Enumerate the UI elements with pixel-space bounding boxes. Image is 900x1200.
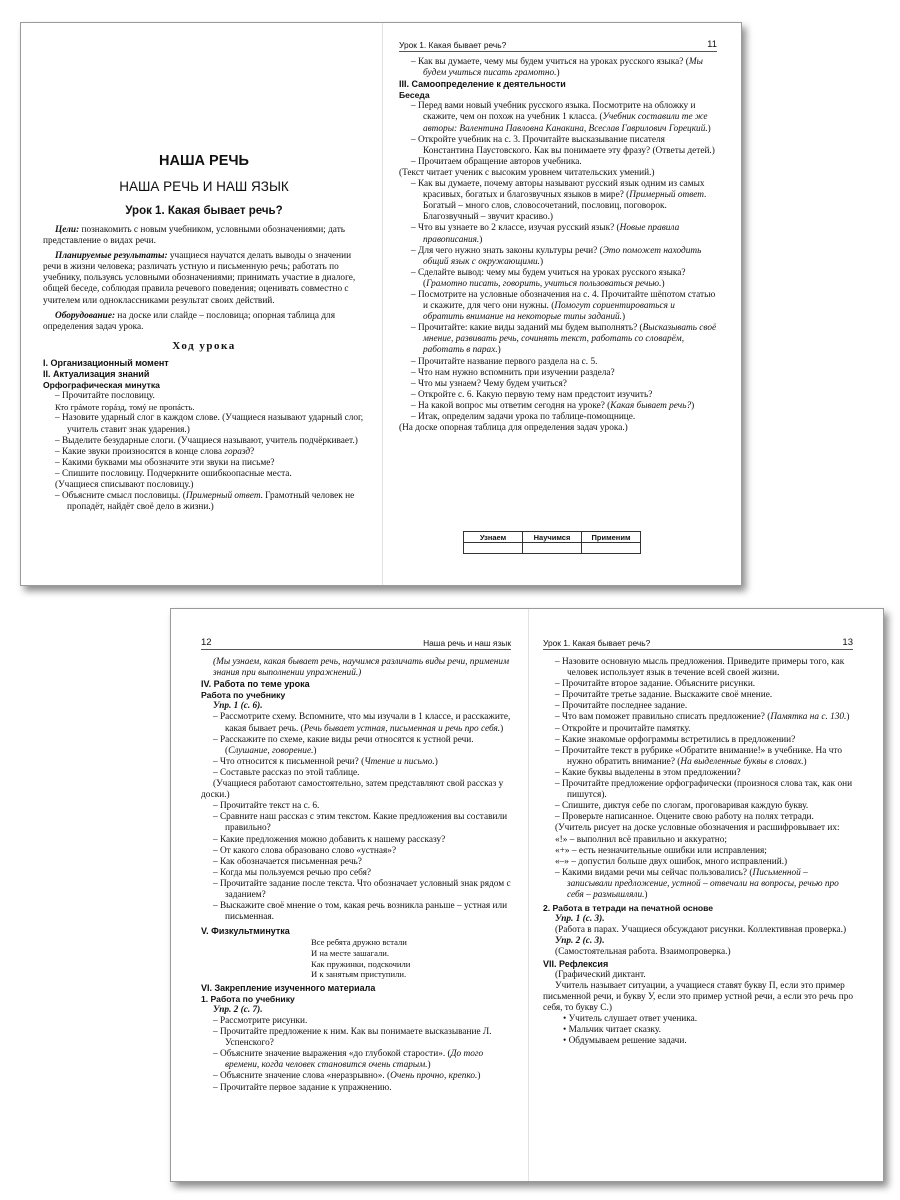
stage-6-heading: VI. Закрепление изученного материала xyxy=(201,982,376,993)
list-item: – Когда мы пользуемся речью про себя? xyxy=(213,867,372,878)
list-item: – Какие предложения можно добавить к нашему рассказу? xyxy=(213,834,446,845)
page-12 xyxy=(201,609,511,1181)
list-item: – Перед вами новый учебник русского языка. Посмотрите на обложку и скажите, чем он похож на учебник 1 класса. (Учебник составили те же авторы: Валентина Павловна Канакина, Всеслав Гаврилович Горецкий.) xyxy=(411,101,711,134)
paragraph: (Мы узнаем, какая бывает речь, научимся различать виды речи, применим знания при выполнении упражнений.) xyxy=(213,657,509,679)
list-item: – Назовите ударный слог в каждом слове. (Учащиеся называют ударный слог, учитель ставит знак ударения.) xyxy=(55,413,364,435)
goals-label: Цели: xyxy=(55,225,80,235)
table-header-cell: Научимся xyxy=(523,532,582,543)
stage-5-heading: V. Физкультминутка xyxy=(201,926,290,937)
paragraph: (Учащиеся работают самостоятельно, затем представляют свой рассказ у доски.) xyxy=(201,779,504,801)
table-header-cell: Узнаем xyxy=(464,532,523,543)
list-item: – Прочитайте первое задание к упражнению. xyxy=(213,1082,392,1093)
list-item: – Прочитайте последнее задание. xyxy=(555,701,688,712)
list-item: – Что относится к письменной речи? (Чтение и письмо.) xyxy=(213,756,438,767)
running-title: Урок 1. Какая бывает речь? xyxy=(543,638,651,648)
running-title: Урок 1. Какая бывает речь? xyxy=(399,40,507,50)
list-item: – Прочитайте текст на с. 6. xyxy=(213,801,320,812)
list-item: – Как вы думаете, чему мы будем учиться на уроках русского языка? (Мы будем учиться писать грамотно.) xyxy=(411,57,703,79)
table-row xyxy=(464,532,641,543)
list-item: – Рассмотрите рисунки. xyxy=(213,1016,308,1026)
list-item: – Объясните смысл пословицы. (Примерный ответ. Грамотный человек не пропадёт, найдёт своё дело в жизни.) xyxy=(55,491,355,513)
list-item: – Посмотрите на условные обозначения на с. 4. Прочитайте шёпотом статью и скажите, для чего они нужны. (Помогут сориентироваться и обратить внимание на некоторые типы заданий.) xyxy=(411,289,716,323)
list-item: – Какими буквами мы обозначите эти звуки на письме? xyxy=(55,457,275,468)
list-item: – Какими видами речи мы сейчас пользовались? (Письменной – записывали предложение, устной – отвечали на вопросы, речью про себя – размышляли.) xyxy=(555,867,839,900)
page-11-body xyxy=(399,57,717,434)
list-item: – Прочитайте предложение орфографически (произнося слова так, как они пишутся). xyxy=(555,779,853,801)
poem-line: И на месте зашагали. xyxy=(311,947,390,958)
goals-text: познакомить с новым учебником, условными обозначениями; дать представление о видах речи. xyxy=(43,225,345,247)
bullet-item: • Обдумываем решение задачи. xyxy=(563,1036,687,1047)
running-header xyxy=(399,39,717,52)
equipment-text: на доске или слайде – пословица; опорная таблица для определения задач урока. xyxy=(43,310,335,332)
list-item: – Прочитайте название первого раздела на с. 5. xyxy=(411,356,598,367)
list-item: – Как обозначается письменная речь? xyxy=(213,856,362,867)
list-item: – Выскажите своё мнение о том, какая речь возникла раньше – устная или письменная. xyxy=(213,901,508,923)
subheading: 1. Работа по учебнику xyxy=(201,993,295,1004)
list-item: – На какой вопрос мы ответим сегодня на уроке? (Какая бывает речь?) xyxy=(411,400,695,411)
list-item: – Объясните значение выражения «до глубокой старости». (До того времени, когда человек становится очень старым.) xyxy=(213,1049,484,1071)
paragraph: (Самостоятельная работа. Взаимопроверка.) xyxy=(555,947,731,958)
stage-4-heading: IV. Работа по теме урока xyxy=(201,679,310,690)
table-header-cell: Применим xyxy=(582,532,641,543)
course-heading: Ход урока xyxy=(172,339,236,352)
list-item: – Назовите основную мысль предложения. Приведите примеры того, как человек использует язык в течение всей своей жизни. xyxy=(555,657,845,679)
page-11 xyxy=(399,23,717,585)
results-text: учащиеся научатся делать выводы о значении речи в жизни человека; различать устную и письменную речь; работать по учебнику, пользуясь условными обозначениями; принимать участие в диалоге, общей беседе, соблюдая правила речевого поведения; оценивать совместно с учителем или одноклассниками результат своих действий. xyxy=(43,251,356,306)
list-item: – Как вы думаете, почему авторы называют русский язык одним из самых красивых, богатых и благозвучных языков в мире? (Примерный ответ. Богатый – много слов, словосочетаний, пословиц, поговорок. Благозвучный – звучит красиво.) xyxy=(411,179,707,223)
page-13-body xyxy=(543,657,853,1047)
conversation-heading: Беседа xyxy=(399,90,430,101)
table-cell xyxy=(464,543,523,554)
list-item: – Выделите безударные слоги. (Учащиеся называют, учитель подчёркивает.) xyxy=(55,435,358,446)
bullet-icon: • xyxy=(563,1025,569,1036)
poem-line: Как пружинки, подскочили xyxy=(311,958,411,969)
page-13 xyxy=(543,609,853,1181)
paragraph: Учитель называет ситуации, а учащиеся ставят букву П, если это пример письменной речи, и букву У, если это пример устной речи, а если это речь про себя, то букву С.) xyxy=(543,980,854,1013)
book-spread-bottom xyxy=(170,608,884,1182)
section-title: НАША РЕЧЬ И НАШ ЯЗЫК xyxy=(119,179,289,194)
list-item: – Для чего нужно знать законы культуры речи? (Это поможет находить общий язык с окружающими.) xyxy=(411,245,702,267)
bullet-item: • Учитель слушает ответ ученика. xyxy=(563,1014,698,1024)
list-item: – Сделайте вывод: чему мы будем учиться на уроках русского языка? (Грамотно писать, говорить, учиться пользоваться речью.) xyxy=(411,267,686,289)
legend-item: «–» – допустил больше двух ошибок, много исправлений.) xyxy=(555,856,788,867)
paragraph: (Работа в парах. Учащиеся обсуждают рисунки. Коллективная проверка.) xyxy=(555,925,847,936)
list-item: – Спишите, диктуя себе по слогам, проговаривая каждую букву. xyxy=(555,801,809,812)
running-title: Наша речь и наш язык xyxy=(423,638,511,648)
lesson-title: Урок 1. Какая бывает речь? xyxy=(125,205,283,217)
list-item: – Что вы узнаете во 2 классе, изучая русский язык? (Новые правила правописания.) xyxy=(411,223,680,245)
page-number: 13 xyxy=(842,637,853,648)
list-item: – Прочитайте: какие виды заданий мы будем выполнять? (Высказывать своё мнение, развивать речь, сочинять текст, работать со словарём, работать в парах.) xyxy=(411,323,717,356)
exercise-label: Упр. 1 (с. 3). xyxy=(555,914,605,925)
table-cell xyxy=(523,543,582,554)
list-item: (Текст читает ученик с высоким уровнем читательских умений.) xyxy=(399,167,655,178)
list-item: – Прочитайте пословицу. xyxy=(55,391,155,402)
exercise-label: Упр. 2 (с. 7). xyxy=(213,1004,263,1015)
stage-3-heading: III. Самоопределение к деятельности xyxy=(399,79,566,90)
table-row xyxy=(464,543,641,554)
list-item: – Спишите пословицу. Подчеркните ошибкоопасные места. xyxy=(55,468,292,479)
subheading: 2. Работа в тетради на печатной основе xyxy=(543,903,714,914)
list-item: – Прочитайте предложение к ним. Как вы понимаете высказывание Л. Успенского? xyxy=(213,1027,492,1049)
list-item: – Рассмотрите схему. Вспомните, что мы изучали в 1 классе, и расскажите, какая бывает речь. (Речь бывает устная, письменная и речь про себя.) xyxy=(213,712,511,734)
list-item: – Расскажите по схеме, какие виды речи относятся к устной речи. (Слушание, говорение.) xyxy=(213,734,474,756)
list-item: – Проверьте написанное. Оцените свою работу на полях тетради. xyxy=(555,812,814,823)
stage-7-heading: VII. Рефлексия xyxy=(543,958,609,969)
subheading: Работа по учебнику xyxy=(201,690,286,701)
running-header xyxy=(201,637,511,650)
page-number: 11 xyxy=(707,39,717,50)
proverb: Кто грáмоте горáзд, томý не пропáсть. xyxy=(55,402,195,413)
book-spread-top xyxy=(20,22,742,586)
list-item: – Откройте и прочитайте памятку. xyxy=(555,723,691,734)
list-item: – Итак, определим задачи урока по таблице-помощнице. xyxy=(411,412,636,422)
equipment-label: Оборудование: xyxy=(55,310,116,321)
stage-1-heading: I. Организационный момент xyxy=(43,357,169,368)
list-item: – Что мы узнаем? Чему будем учиться? xyxy=(411,378,567,389)
stage-2-heading: II. Актуализация знаний xyxy=(43,369,150,380)
list-item: – Какие знакомые орфограммы встретились в предложении? xyxy=(555,734,796,745)
list-item: (Учащиеся списывают пословицу.) xyxy=(55,479,194,490)
paragraph: (Графический диктант. xyxy=(555,969,646,980)
list-item: – От какого слова образовано слово «устная»? xyxy=(213,845,397,856)
exercise-label: Упр. 2 (с. 3). xyxy=(555,936,605,947)
list-item: – Объясните значение слова «неразрывно». (Очень прочно, крепко.) xyxy=(213,1071,481,1082)
poem-line: И к занятьям приступили. xyxy=(311,969,407,980)
lesson-goals-table xyxy=(463,531,641,554)
page-fold xyxy=(528,609,529,1181)
list-item: – Прочитайте текст в рубрике «Обратите внимание!» в учебнике. На что нужно обратить внимание? (На выделенные буквы в словах.) xyxy=(555,745,842,767)
list-item: – Прочитаем обращение авторов учебника. xyxy=(411,156,582,167)
list-item: – Откройте учебник на с. 3. Прочитайте высказывание писателя Константина Паустовского. Как вы понимаете эту фразу? (Ответы детей.) xyxy=(411,134,715,156)
legend-item: «!» – выполнил всё правильно и аккуратно; xyxy=(555,834,728,845)
page-10-body xyxy=(43,225,365,513)
list-item: – Какие звуки произносятся в конце слова горазд? xyxy=(55,446,255,457)
running-header xyxy=(543,637,853,650)
list-item: – Что вам поможет правильно списать предложение? (Памятка на с. 130.) xyxy=(555,712,850,723)
orthography-minute: Орфографическая минутка xyxy=(43,380,160,391)
bullet-icon: • xyxy=(563,1036,569,1047)
list-item: – Какие буквы выделены в этом предложении? xyxy=(555,767,741,778)
chapter-title: НАША РЕЧЬ xyxy=(159,153,249,169)
page-12-body xyxy=(201,657,511,1094)
results-label: Планируемые результаты: xyxy=(55,251,168,262)
list-item: (На доске опорная таблица для определения задач урока.) xyxy=(399,423,628,434)
table-cell xyxy=(582,543,641,554)
list-item: – Что нам нужно вспомнить при изучении раздела? xyxy=(411,367,615,378)
legend-item: «+» – есть незначительные ошибки или исправления; xyxy=(555,845,767,856)
list-item: – Прочитайте второе задание. Объясните рисунки. xyxy=(555,679,756,690)
page-10 xyxy=(43,23,365,585)
poem xyxy=(201,937,511,979)
page-fold xyxy=(382,23,383,585)
list-item: – Составьте рассказ по этой таблице. xyxy=(213,767,360,778)
list-item: – Сравните наш рассказ с этим текстом. Какие предложения вы составили правильно? xyxy=(213,812,508,834)
paragraph: (Учитель рисует на доске условные обозначения и расшифровывает их: xyxy=(555,823,840,834)
page-number: 12 xyxy=(201,637,212,648)
list-item: – Прочитайте задание после текста. Что обозначает условный знак рядом с заданием? xyxy=(213,878,511,900)
bullet-item: • Мальчик читает сказку. xyxy=(563,1025,661,1036)
poem-line: Все ребята дружно встали xyxy=(311,937,407,948)
list-item: – Прочитайте третье задание. Выскажите своё мнение. xyxy=(555,690,773,701)
bullet-icon: • xyxy=(563,1014,569,1024)
exercise-label: Упр. 1 (с. 6). xyxy=(213,701,263,712)
list-item: – Откройте с. 6. Какую первую тему нам предстоит изучить? xyxy=(411,389,653,400)
